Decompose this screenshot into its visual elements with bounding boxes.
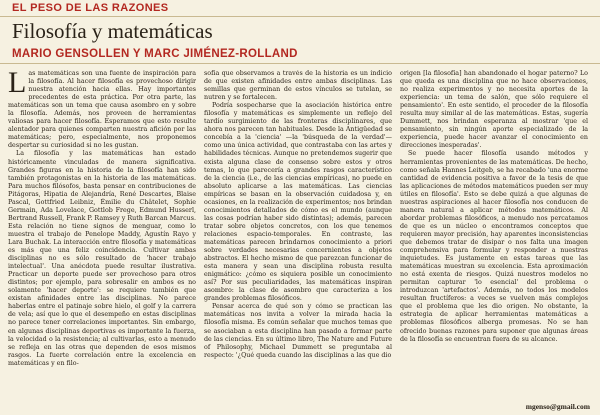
dropcap: L	[8, 70, 27, 99]
paragraph: Podría sospecharse que la asociación histórica entre filosofía y matemáticas es simplemente un reflejo del tardío surgimiento de las fronteras disciplinares, que ahora nos parecen tan habituales. Desde la Antigüedad se concebía a la 'ciencia' —la 'búsqueda de la verdad'— como una única actividad, que contrastaba con las artes y habilidades técnicas. Aunque no pretendemos sugerir que exista alguna clase de consenso sobre estos y otros temas, lo que parecería a grandes rasgos característico de la ciencia (i.e., de las ciencias empíricas), no puede en absoluto aplicarse a las matemáticas. Las ciencias empíricas se basan en la observación cuidadosa y, en ocasiones, en la realización de experimentos; nos brindan conocimientos detallados de cómo es el mundo (aunque las cosas podrían haber sido distintas); además, parecen tratar sobre objetos concretos, con los que tenemos relaciones espacio-temporales. En contraste, las matemáticas parecen brindarnos conocimiento a priori sobre verdades necesarias concernientes a objetos abstractos. El hecho mismo de que parezcan funcionar de esta manera y sean una disciplina robusta resulta enigmático: ¿cómo es siquiera posible un conocimiento así? Por sus peculiaridades, las matemáticas inspiran asombro: la clase de asombro que caracteriza a los grandes problemas filosóficos.	[204, 102, 392, 303]
column-1	[8, 70, 196, 410]
top-divider	[0, 16, 600, 17]
paragraph: origen [la filosofía] han abandonado el hogar paterno? Lo que queda es una disciplina que no hace observaciones, no realiza experimentos y no necesita aportes de la experiencia: un tema de salón, que sólo requiere el pensamiento'. En este sentido, el proceder de la filosofía resulta muy similar al de las matemáticas. Estas, sugería Dummett, nos brindan esperanza al mostrar 'que el pensamiento, sin ningún aporte especializado de la experiencia, puede hacer avanzar el conocimiento en direcciones inesperadas'.	[400, 70, 588, 150]
paragraph-text: as matemáticas son una fuente de inspiración para la filosofía. Al hacer filosofía es provechoso dirigir nuestra atención hacia ellas. Hay importantes precedentes de esta práctica. Por otra parte, las matemáticas son un tema que causa asombro en y sobre la filosofía. Además, nos proveen de herramientas valiosas para hacer filosofía. Esperamos que esto resulte alentador para quienes comparten nuestra afición por las matemáticas; pero, especialmente, nos proponemos despertar su curiosidad si no les gustan.	[8, 70, 196, 150]
paragraph: Se puede hacer filosofía usando métodos y herramientas provenientes de las matemáticas. De hecho, como señala Hannes Leitgeb, se ha recabado 'una enorme cantidad de evidencia positiva a favor de la tesis de que las aplicaciones de métodos matemáticos pueden ser muy útiles en filosofía'. Esto se debe quizá a que algunas de nuestras aspiraciones al hacer filosofía nos conducen de manera natural a aplicar métodos matemáticos. Al abordar problemas filosóficos, a menudo nos percatamos de que es un núcleo o encontramos conceptos que requieren mayor precisión, hay aparentes inconsistencias que debemos tratar de disipar o nos falta una imagen comprehensiva para formular y responder a nuestras inquietudes. Es justamente en estas tareas que las matemáticas muestran su excelencia. Esta aproximación no está exenta de riesgos. Quizá nuestros modelos no permitan capturar 'lo esencial' del problema o introduzcan 'artefactos'. Además, no todos los modelos resultan fructíferos: a veces se vuelven más complejos que el problema que les dio origen. No obstante, la estrategia de aplicar herramientas matemáticas a problemas filosóficos alberga promesas. No se han ofrecido buenas razones para suponer que algunas áreas de la filosofía se encuentran fuera de su alcance.	[400, 150, 588, 343]
section-banner	[0, 0, 600, 15]
paragraph: La filosofía y las matemáticas han estado históricamente vinculadas de manera significativa. Grandes figuras en la historia de la filosofía han sido también protagonistas en la historia de las matemáticas. Para muchos filósofos, basta pensar en contribuciones de Pitágoras, Hipatia de Alejandría, René Descartes, Blaise Pascal, Gottfried Leibniz, Émilie du Châtelet, Sophie Germain, Ada Lovelace, Gottlob Frege, Edmund Husserl, Bertrand Russell, Frank P. Ramsey y Ruth Barcan Marcus. Esta relación no tiene signos de menguar, como lo muestra el trabajo de Penelope Maddy, Agustín Rayo y Lara Buchak. La interacción entre filosofía y matemáticas es más que una feliz coincidencia. Cultivar ambas disciplinas no es sólo resultado de 'hacer trabajo intelectual'. Una anécdota puede resultar ilustrativa. Practicar un deporte puede ser provechoso para otros distintos; por ejemplo, para sobresalir en ambos es no solamente 'hacer deporte': se requiere también que existan afinidades entre las disciplinas. No parece haberlas entre el patinaje sobre hielo, el golf y la carrera de vela; así que lo que el desempeño en estas disciplinas no parece tener correlaciones importantes. Sin embargo, en algunas disciplinas deportivas es importante la fuerza, la velocidad o la resistencia; al cultivarlas, esto a menudo se refleja en las otras que dependen de esos mismos rasgos. La fuerte correlación entre la excelencia en matemáticas y en filo-	[8, 150, 196, 367]
paragraph: sofía que observamos a través de la historia es un indicio de que existen afinidades entre ambas disciplinas. Las semillas que germinan de estos vínculos se tutelan, se nutren y se fortalecen.	[204, 70, 392, 102]
author-email: mgenso@gmail.com	[525, 402, 590, 411]
paragraph: Pensar acerca de qué son y cómo se practican las matemáticas nos invita a volver la mirada hacia la filosofía misma. Es común señalar que muchos temas que se asociaban a esta disciplina han pasado a formar parte de las ciencias. En su último libro, The Nature and Future of Philosophy, Michael Dummett se preguntaba al respecto: '¿Qué queda cuando las disciplinas a las que dio	[204, 303, 392, 359]
article-body	[8, 70, 592, 410]
article-authors: MARIO GENSOLLEN Y MARC JIMÉNEZ-ROLLAND	[12, 48, 298, 60]
column-2	[204, 70, 392, 410]
section-tag: EL PESO DE LAS RAZONES	[12, 2, 169, 14]
column-3	[400, 70, 588, 410]
article-title: Filosofía y matemáticas	[12, 19, 213, 43]
header-divider	[0, 63, 600, 64]
paragraph	[8, 70, 196, 150]
